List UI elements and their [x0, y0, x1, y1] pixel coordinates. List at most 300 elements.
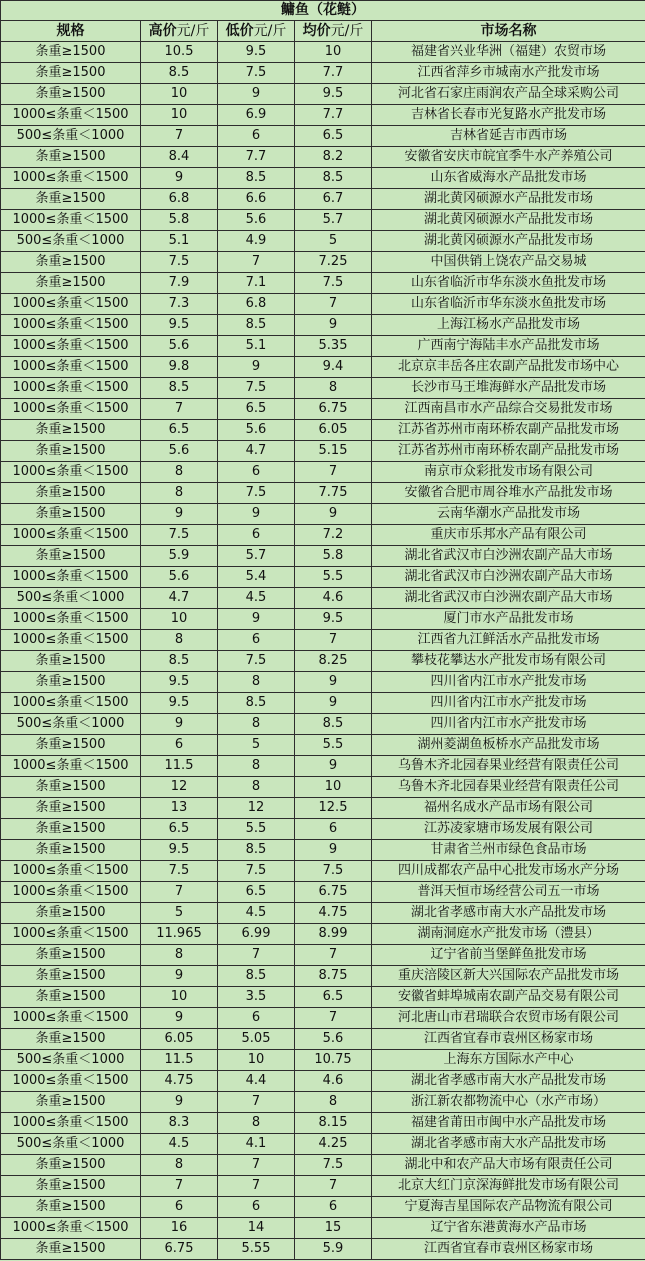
cell-market: 辽宁省东港黄海水产品市场	[372, 1218, 645, 1239]
cell-avg-price: 10.75	[295, 1050, 372, 1071]
cell-spec: 条重≥1500	[1, 1092, 141, 1113]
cell-low-price: 5.6	[218, 210, 295, 231]
cell-spec: 条重≥1500	[1, 1029, 141, 1050]
cell-market: 河北省石家庄雨润农产品全球采购公司	[372, 84, 645, 105]
cell-market: 安徽省蚌埠城南农副产品交易有限公司	[372, 987, 645, 1008]
cell-avg-price: 9.5	[295, 84, 372, 105]
table-row	[1, 294, 645, 315]
cell-market: 湖北中和农产品大市场有限责任公司	[372, 1155, 645, 1176]
table-row	[1, 147, 645, 168]
cell-market: 广西南宁海陆丰水产品批发市场	[372, 336, 645, 357]
cell-market: 江西南昌市水产品综合交易批发市场	[372, 399, 645, 420]
cell-spec: 1000≤条重＜1500	[1, 315, 141, 336]
table-row	[1, 1071, 645, 1092]
cell-market: 南京市众彩批发市场有限公司	[372, 462, 645, 483]
cell-market: 重庆市乐邦水产品有限公司	[372, 525, 645, 546]
cell-low-price: 7	[218, 1155, 295, 1176]
cell-avg-price: 10	[295, 42, 372, 63]
cell-market: 吉林省延吉市西市场	[372, 126, 645, 147]
cell-spec: 1000≤条重＜1500	[1, 630, 141, 651]
cell-low-price: 7.5	[218, 651, 295, 672]
cell-low-price: 6	[218, 1197, 295, 1218]
header-spec: 规格	[1, 21, 141, 42]
table-row	[1, 252, 645, 273]
cell-low-price: 5.6	[218, 420, 295, 441]
cell-market: 湖北省武汉市白沙洲农副产品大市场	[372, 546, 645, 567]
cell-high-price: 5.6	[141, 336, 218, 357]
table-row	[1, 735, 645, 756]
cell-market: 长沙市马王堆海鲜水产品批发市场	[372, 378, 645, 399]
cell-spec: 1000≤条重＜1500	[1, 294, 141, 315]
table-row	[1, 987, 645, 1008]
cell-market: 湖州菱湖鱼板桥水产品批发市场	[372, 735, 645, 756]
cell-avg-price: 7.2	[295, 525, 372, 546]
cell-avg-price: 12.5	[295, 798, 372, 819]
cell-low-price: 7.7	[218, 147, 295, 168]
table-row	[1, 210, 645, 231]
cell-low-price: 9	[218, 504, 295, 525]
cell-avg-price: 6	[295, 1197, 372, 1218]
header-high-price: 高价元/斤	[141, 21, 218, 42]
cell-avg-price: 8.99	[295, 924, 372, 945]
cell-market: 山东省临沂市华东淡水鱼批发市场	[372, 294, 645, 315]
cell-low-price: 8.5	[218, 693, 295, 714]
cell-market: 山东省临沂市华东淡水鱼批发市场	[372, 273, 645, 294]
header-row	[1, 21, 645, 42]
cell-avg-price: 7.5	[295, 1155, 372, 1176]
cell-low-price: 8	[218, 1113, 295, 1134]
cell-spec: 1000≤条重＜1500	[1, 105, 141, 126]
cell-low-price: 8	[218, 756, 295, 777]
cell-avg-price: 6.5	[295, 126, 372, 147]
cell-spec: 500≤条重＜1000	[1, 231, 141, 252]
cell-market: 安徽省合肥市周谷堆水产品批发市场	[372, 483, 645, 504]
table-row	[1, 315, 645, 336]
cell-high-price: 9.8	[141, 357, 218, 378]
cell-high-price: 9.5	[141, 315, 218, 336]
cell-spec: 条重≥1500	[1, 63, 141, 84]
cell-market: 浙江新农都物流中心（水产市场）	[372, 1092, 645, 1113]
cell-spec: 条重≥1500	[1, 945, 141, 966]
cell-market: 江西省宜春市袁州区杨家市场	[372, 1029, 645, 1050]
cell-avg-price: 9.5	[295, 609, 372, 630]
cell-low-price: 6.6	[218, 189, 295, 210]
cell-avg-price: 8.75	[295, 966, 372, 987]
cell-market: 普洱天恒市场经营公司五一市场	[372, 882, 645, 903]
cell-avg-price: 7.7	[295, 63, 372, 84]
cell-spec: 1000≤条重＜1500	[1, 336, 141, 357]
cell-spec: 条重≥1500	[1, 42, 141, 63]
cell-spec: 条重≥1500	[1, 546, 141, 567]
cell-high-price: 5.6	[141, 567, 218, 588]
cell-spec: 500≤条重＜1000	[1, 1050, 141, 1071]
table-row	[1, 42, 645, 63]
cell-low-price: 6.5	[218, 882, 295, 903]
cell-high-price: 8	[141, 1155, 218, 1176]
cell-avg-price: 6	[295, 819, 372, 840]
cell-spec: 1000≤条重＜1500	[1, 693, 141, 714]
cell-high-price: 8.3	[141, 1113, 218, 1134]
cell-spec: 1000≤条重＜1500	[1, 882, 141, 903]
cell-avg-price: 9	[295, 504, 372, 525]
cell-avg-price: 5.15	[295, 441, 372, 462]
table-row	[1, 693, 645, 714]
cell-spec: 1000≤条重＜1500	[1, 1218, 141, 1239]
table-row	[1, 714, 645, 735]
table-row	[1, 903, 645, 924]
cell-high-price: 8	[141, 945, 218, 966]
cell-avg-price: 5	[295, 231, 372, 252]
cell-high-price: 9	[141, 714, 218, 735]
table-row	[1, 483, 645, 504]
cell-avg-price: 15	[295, 1218, 372, 1239]
cell-low-price: 8.5	[218, 168, 295, 189]
cell-spec: 条重≥1500	[1, 966, 141, 987]
cell-spec: 500≤条重＜1000	[1, 588, 141, 609]
cell-spec: 条重≥1500	[1, 84, 141, 105]
table-row	[1, 1008, 645, 1029]
cell-market: 吉林省长春市光复路水产批发市场	[372, 105, 645, 126]
table-row	[1, 672, 645, 693]
cell-high-price: 11.5	[141, 756, 218, 777]
cell-avg-price: 5.5	[295, 567, 372, 588]
table-row	[1, 168, 645, 189]
cell-avg-price: 7	[295, 1176, 372, 1197]
cell-spec: 条重≥1500	[1, 819, 141, 840]
table-row	[1, 1050, 645, 1071]
table-row	[1, 840, 645, 861]
cell-market: 湖南洞庭水产批发市场（澧县）	[372, 924, 645, 945]
cell-low-price: 9	[218, 84, 295, 105]
cell-avg-price: 7	[295, 462, 372, 483]
cell-avg-price: 6.5	[295, 987, 372, 1008]
cell-high-price: 5.6	[141, 441, 218, 462]
cell-avg-price: 7	[295, 294, 372, 315]
cell-high-price: 10	[141, 987, 218, 1008]
table-row	[1, 63, 645, 84]
cell-avg-price: 8.15	[295, 1113, 372, 1134]
cell-low-price: 7.5	[218, 378, 295, 399]
table-row	[1, 966, 645, 987]
cell-high-price: 10.5	[141, 42, 218, 63]
cell-low-price: 9.5	[218, 42, 295, 63]
cell-low-price: 5.5	[218, 819, 295, 840]
cell-spec: 条重≥1500	[1, 987, 141, 1008]
cell-spec: 条重≥1500	[1, 672, 141, 693]
cell-market: 福建省兴业华洲（福建）农贸市场	[372, 42, 645, 63]
cell-market: 厦门市水产品批发市场	[372, 609, 645, 630]
cell-high-price: 5.1	[141, 231, 218, 252]
cell-low-price: 3.5	[218, 987, 295, 1008]
table-row	[1, 630, 645, 651]
cell-low-price: 7	[218, 945, 295, 966]
cell-market: 湖北黄冈硕源水产品批发市场	[372, 231, 645, 252]
cell-high-price: 8.5	[141, 378, 218, 399]
cell-spec: 1000≤条重＜1500	[1, 210, 141, 231]
cell-spec: 条重≥1500	[1, 273, 141, 294]
cell-spec: 500≤条重＜1000	[1, 1134, 141, 1155]
table-row	[1, 1029, 645, 1050]
cell-low-price: 5.4	[218, 567, 295, 588]
cell-avg-price: 10	[295, 777, 372, 798]
cell-market: 宁夏海吉星国际农产品物流有限公司	[372, 1197, 645, 1218]
cell-high-price: 6	[141, 735, 218, 756]
cell-avg-price: 4.6	[295, 588, 372, 609]
cell-spec: 1000≤条重＜1500	[1, 567, 141, 588]
cell-avg-price: 5.7	[295, 210, 372, 231]
cell-spec: 1000≤条重＜1500	[1, 1113, 141, 1134]
cell-low-price: 6.9	[218, 105, 295, 126]
table-row	[1, 441, 645, 462]
cell-market: 上海江杨水产品批发市场	[372, 315, 645, 336]
cell-low-price: 6	[218, 1008, 295, 1029]
cell-low-price: 7	[218, 1092, 295, 1113]
cell-avg-price: 5.6	[295, 1029, 372, 1050]
cell-low-price: 6	[218, 630, 295, 651]
cell-low-price: 4.5	[218, 588, 295, 609]
cell-low-price: 10	[218, 1050, 295, 1071]
cell-avg-price: 6.05	[295, 420, 372, 441]
cell-high-price: 8	[141, 462, 218, 483]
cell-spec: 条重≥1500	[1, 420, 141, 441]
table-row	[1, 378, 645, 399]
cell-market: 四川省内江市水产批发市场	[372, 714, 645, 735]
cell-spec: 条重≥1500	[1, 504, 141, 525]
cell-market: 江苏省苏州市南环桥农副产品批发市场	[372, 420, 645, 441]
cell-high-price: 8	[141, 483, 218, 504]
cell-spec: 条重≥1500	[1, 483, 141, 504]
cell-market: 湖北黄冈硕源水产品批发市场	[372, 210, 645, 231]
table-row	[1, 819, 645, 840]
cell-market: 湖北省孝感市南大水产品批发市场	[372, 1134, 645, 1155]
header-low-price: 低价元/斤	[218, 21, 295, 42]
cell-spec: 条重≥1500	[1, 252, 141, 273]
cell-high-price: 7.5	[141, 525, 218, 546]
cell-avg-price: 8	[295, 1092, 372, 1113]
cell-low-price: 5.05	[218, 1029, 295, 1050]
cell-low-price: 9	[218, 609, 295, 630]
cell-spec: 1000≤条重＜1500	[1, 357, 141, 378]
cell-avg-price: 9	[295, 756, 372, 777]
table-row	[1, 588, 645, 609]
cell-avg-price: 6.75	[295, 399, 372, 420]
cell-high-price: 8	[141, 630, 218, 651]
cell-spec: 1000≤条重＜1500	[1, 1071, 141, 1092]
cell-avg-price: 7	[295, 945, 372, 966]
cell-spec: 条重≥1500	[1, 798, 141, 819]
table-row	[1, 399, 645, 420]
cell-high-price: 6	[141, 1197, 218, 1218]
cell-spec: 1000≤条重＜1500	[1, 756, 141, 777]
cell-high-price: 6.8	[141, 189, 218, 210]
cell-avg-price: 7.25	[295, 252, 372, 273]
cell-avg-price: 9	[295, 315, 372, 336]
cell-low-price: 7.5	[218, 63, 295, 84]
cell-high-price: 9.5	[141, 840, 218, 861]
cell-avg-price: 7.5	[295, 861, 372, 882]
cell-avg-price: 7	[295, 630, 372, 651]
cell-market: 四川成都农产品中心批发市场水产分场	[372, 861, 645, 882]
cell-spec: 条重≥1500	[1, 147, 141, 168]
cell-high-price: 11.5	[141, 1050, 218, 1071]
cell-avg-price: 6.7	[295, 189, 372, 210]
cell-spec: 1000≤条重＜1500	[1, 399, 141, 420]
cell-high-price: 9	[141, 168, 218, 189]
cell-high-price: 9	[141, 1008, 218, 1029]
cell-avg-price: 7.75	[295, 483, 372, 504]
cell-high-price: 9.5	[141, 672, 218, 693]
cell-high-price: 7.3	[141, 294, 218, 315]
cell-spec: 条重≥1500	[1, 777, 141, 798]
cell-avg-price: 9	[295, 840, 372, 861]
cell-spec: 条重≥1500	[1, 1176, 141, 1197]
cell-low-price: 4.4	[218, 1071, 295, 1092]
cell-market: 四川省内江市水产批发市场	[372, 672, 645, 693]
cell-market: 湖北省武汉市白沙洲农副产品大市场	[372, 588, 645, 609]
cell-market: 江西省九江鲜活水产品批发市场	[372, 630, 645, 651]
table-row	[1, 882, 645, 903]
cell-high-price: 13	[141, 798, 218, 819]
table-row	[1, 945, 645, 966]
cell-avg-price: 8.5	[295, 168, 372, 189]
cell-market: 河北唐山市君瑞联合农贸市场有限公司	[372, 1008, 645, 1029]
cell-spec: 1000≤条重＜1500	[1, 924, 141, 945]
cell-spec: 1000≤条重＜1500	[1, 609, 141, 630]
cell-avg-price: 9.4	[295, 357, 372, 378]
cell-spec: 1000≤条重＜1500	[1, 525, 141, 546]
cell-high-price: 5	[141, 903, 218, 924]
cell-market: 甘肃省兰州市绿色食品市场	[372, 840, 645, 861]
cell-low-price: 5.55	[218, 1239, 295, 1260]
cell-high-price: 8.4	[141, 147, 218, 168]
cell-avg-price: 5.5	[295, 735, 372, 756]
cell-market: 湖北省孝感市南大水产品批发市场	[372, 903, 645, 924]
cell-low-price: 5.1	[218, 336, 295, 357]
cell-spec: 条重≥1500	[1, 735, 141, 756]
cell-market: 乌鲁木齐北园春果业经营有限责任公司	[372, 756, 645, 777]
cell-low-price: 7.5	[218, 483, 295, 504]
cell-avg-price: 8.2	[295, 147, 372, 168]
cell-avg-price: 8	[295, 378, 372, 399]
title-row	[1, 1, 645, 21]
cell-spec: 条重≥1500	[1, 903, 141, 924]
table-row	[1, 651, 645, 672]
table-row	[1, 567, 645, 588]
cell-high-price: 6.05	[141, 1029, 218, 1050]
cell-high-price: 7.5	[141, 252, 218, 273]
cell-low-price: 8	[218, 672, 295, 693]
cell-spec: 条重≥1500	[1, 1155, 141, 1176]
cell-market: 江苏凌家塘市场发展有限公司	[372, 819, 645, 840]
cell-market: 湖北省武汉市白沙洲农副产品大市场	[372, 567, 645, 588]
cell-low-price: 12	[218, 798, 295, 819]
cell-avg-price: 6.75	[295, 882, 372, 903]
cell-low-price: 7.1	[218, 273, 295, 294]
cell-low-price: 6.8	[218, 294, 295, 315]
cell-low-price: 5.7	[218, 546, 295, 567]
table-row	[1, 1113, 645, 1134]
cell-high-price: 11.965	[141, 924, 218, 945]
cell-spec: 1000≤条重＜1500	[1, 1008, 141, 1029]
cell-low-price: 7	[218, 252, 295, 273]
cell-high-price: 7	[141, 1176, 218, 1197]
cell-market: 湖北黄冈硕源水产品批发市场	[372, 189, 645, 210]
cell-avg-price: 9	[295, 672, 372, 693]
cell-high-price: 6.75	[141, 1239, 218, 1260]
cell-high-price: 8.5	[141, 651, 218, 672]
table-row	[1, 777, 645, 798]
cell-market: 中国供销上饶农产品交易城	[372, 252, 645, 273]
cell-low-price: 7.5	[218, 861, 295, 882]
table-row	[1, 1239, 645, 1260]
cell-high-price: 9	[141, 1092, 218, 1113]
cell-high-price: 4.5	[141, 1134, 218, 1155]
cell-high-price: 10	[141, 609, 218, 630]
cell-market: 湖北省孝感市南大水产品批发市场	[372, 1071, 645, 1092]
cell-spec: 500≤条重＜1000	[1, 126, 141, 147]
cell-low-price: 8.5	[218, 315, 295, 336]
cell-high-price: 7	[141, 399, 218, 420]
cell-market: 江西省宜春市袁州区杨家市场	[372, 1239, 645, 1260]
cell-avg-price: 7.7	[295, 105, 372, 126]
cell-low-price: 8	[218, 777, 295, 798]
cell-avg-price: 4.25	[295, 1134, 372, 1155]
cell-high-price: 12	[141, 777, 218, 798]
cell-market: 福建省莆田市闽中水产品批发市场	[372, 1113, 645, 1134]
cell-high-price: 7.5	[141, 861, 218, 882]
cell-avg-price: 7	[295, 1008, 372, 1029]
cell-low-price: 8	[218, 714, 295, 735]
cell-high-price: 8.5	[141, 63, 218, 84]
table-row	[1, 1092, 645, 1113]
table-row	[1, 861, 645, 882]
cell-spec: 条重≥1500	[1, 651, 141, 672]
table-row	[1, 1134, 645, 1155]
table-row	[1, 504, 645, 525]
header-market: 市场名称	[372, 21, 645, 42]
cell-low-price: 5	[218, 735, 295, 756]
cell-avg-price: 5.35	[295, 336, 372, 357]
cell-spec: 条重≥1500	[1, 441, 141, 462]
table-row	[1, 420, 645, 441]
cell-high-price: 9.5	[141, 693, 218, 714]
cell-market: 攀枝花攀达水产批发市场有限公司	[372, 651, 645, 672]
cell-low-price: 7	[218, 1176, 295, 1197]
cell-low-price: 4.5	[218, 903, 295, 924]
cell-high-price: 10	[141, 84, 218, 105]
cell-spec: 条重≥1500	[1, 1239, 141, 1260]
table-row	[1, 525, 645, 546]
cell-low-price: 8.5	[218, 840, 295, 861]
cell-high-price: 7.9	[141, 273, 218, 294]
cell-market: 辽宁省前当堡鲜鱼批发市场	[372, 945, 645, 966]
cell-market: 北京京丰岳各庄农副产品批发市场中心	[372, 357, 645, 378]
cell-spec: 1000≤条重＜1500	[1, 378, 141, 399]
table-row	[1, 189, 645, 210]
cell-avg-price: 4.6	[295, 1071, 372, 1092]
cell-high-price: 7	[141, 882, 218, 903]
cell-market: 安徽省安庆市皖宜季牛水产养殖公司	[372, 147, 645, 168]
cell-high-price: 6.5	[141, 420, 218, 441]
cell-high-price: 5.9	[141, 546, 218, 567]
table-row	[1, 609, 645, 630]
cell-avg-price: 8.25	[295, 651, 372, 672]
table-row	[1, 798, 645, 819]
cell-spec: 1000≤条重＜1500	[1, 462, 141, 483]
cell-low-price: 4.7	[218, 441, 295, 462]
cell-high-price: 5.8	[141, 210, 218, 231]
cell-high-price: 10	[141, 105, 218, 126]
